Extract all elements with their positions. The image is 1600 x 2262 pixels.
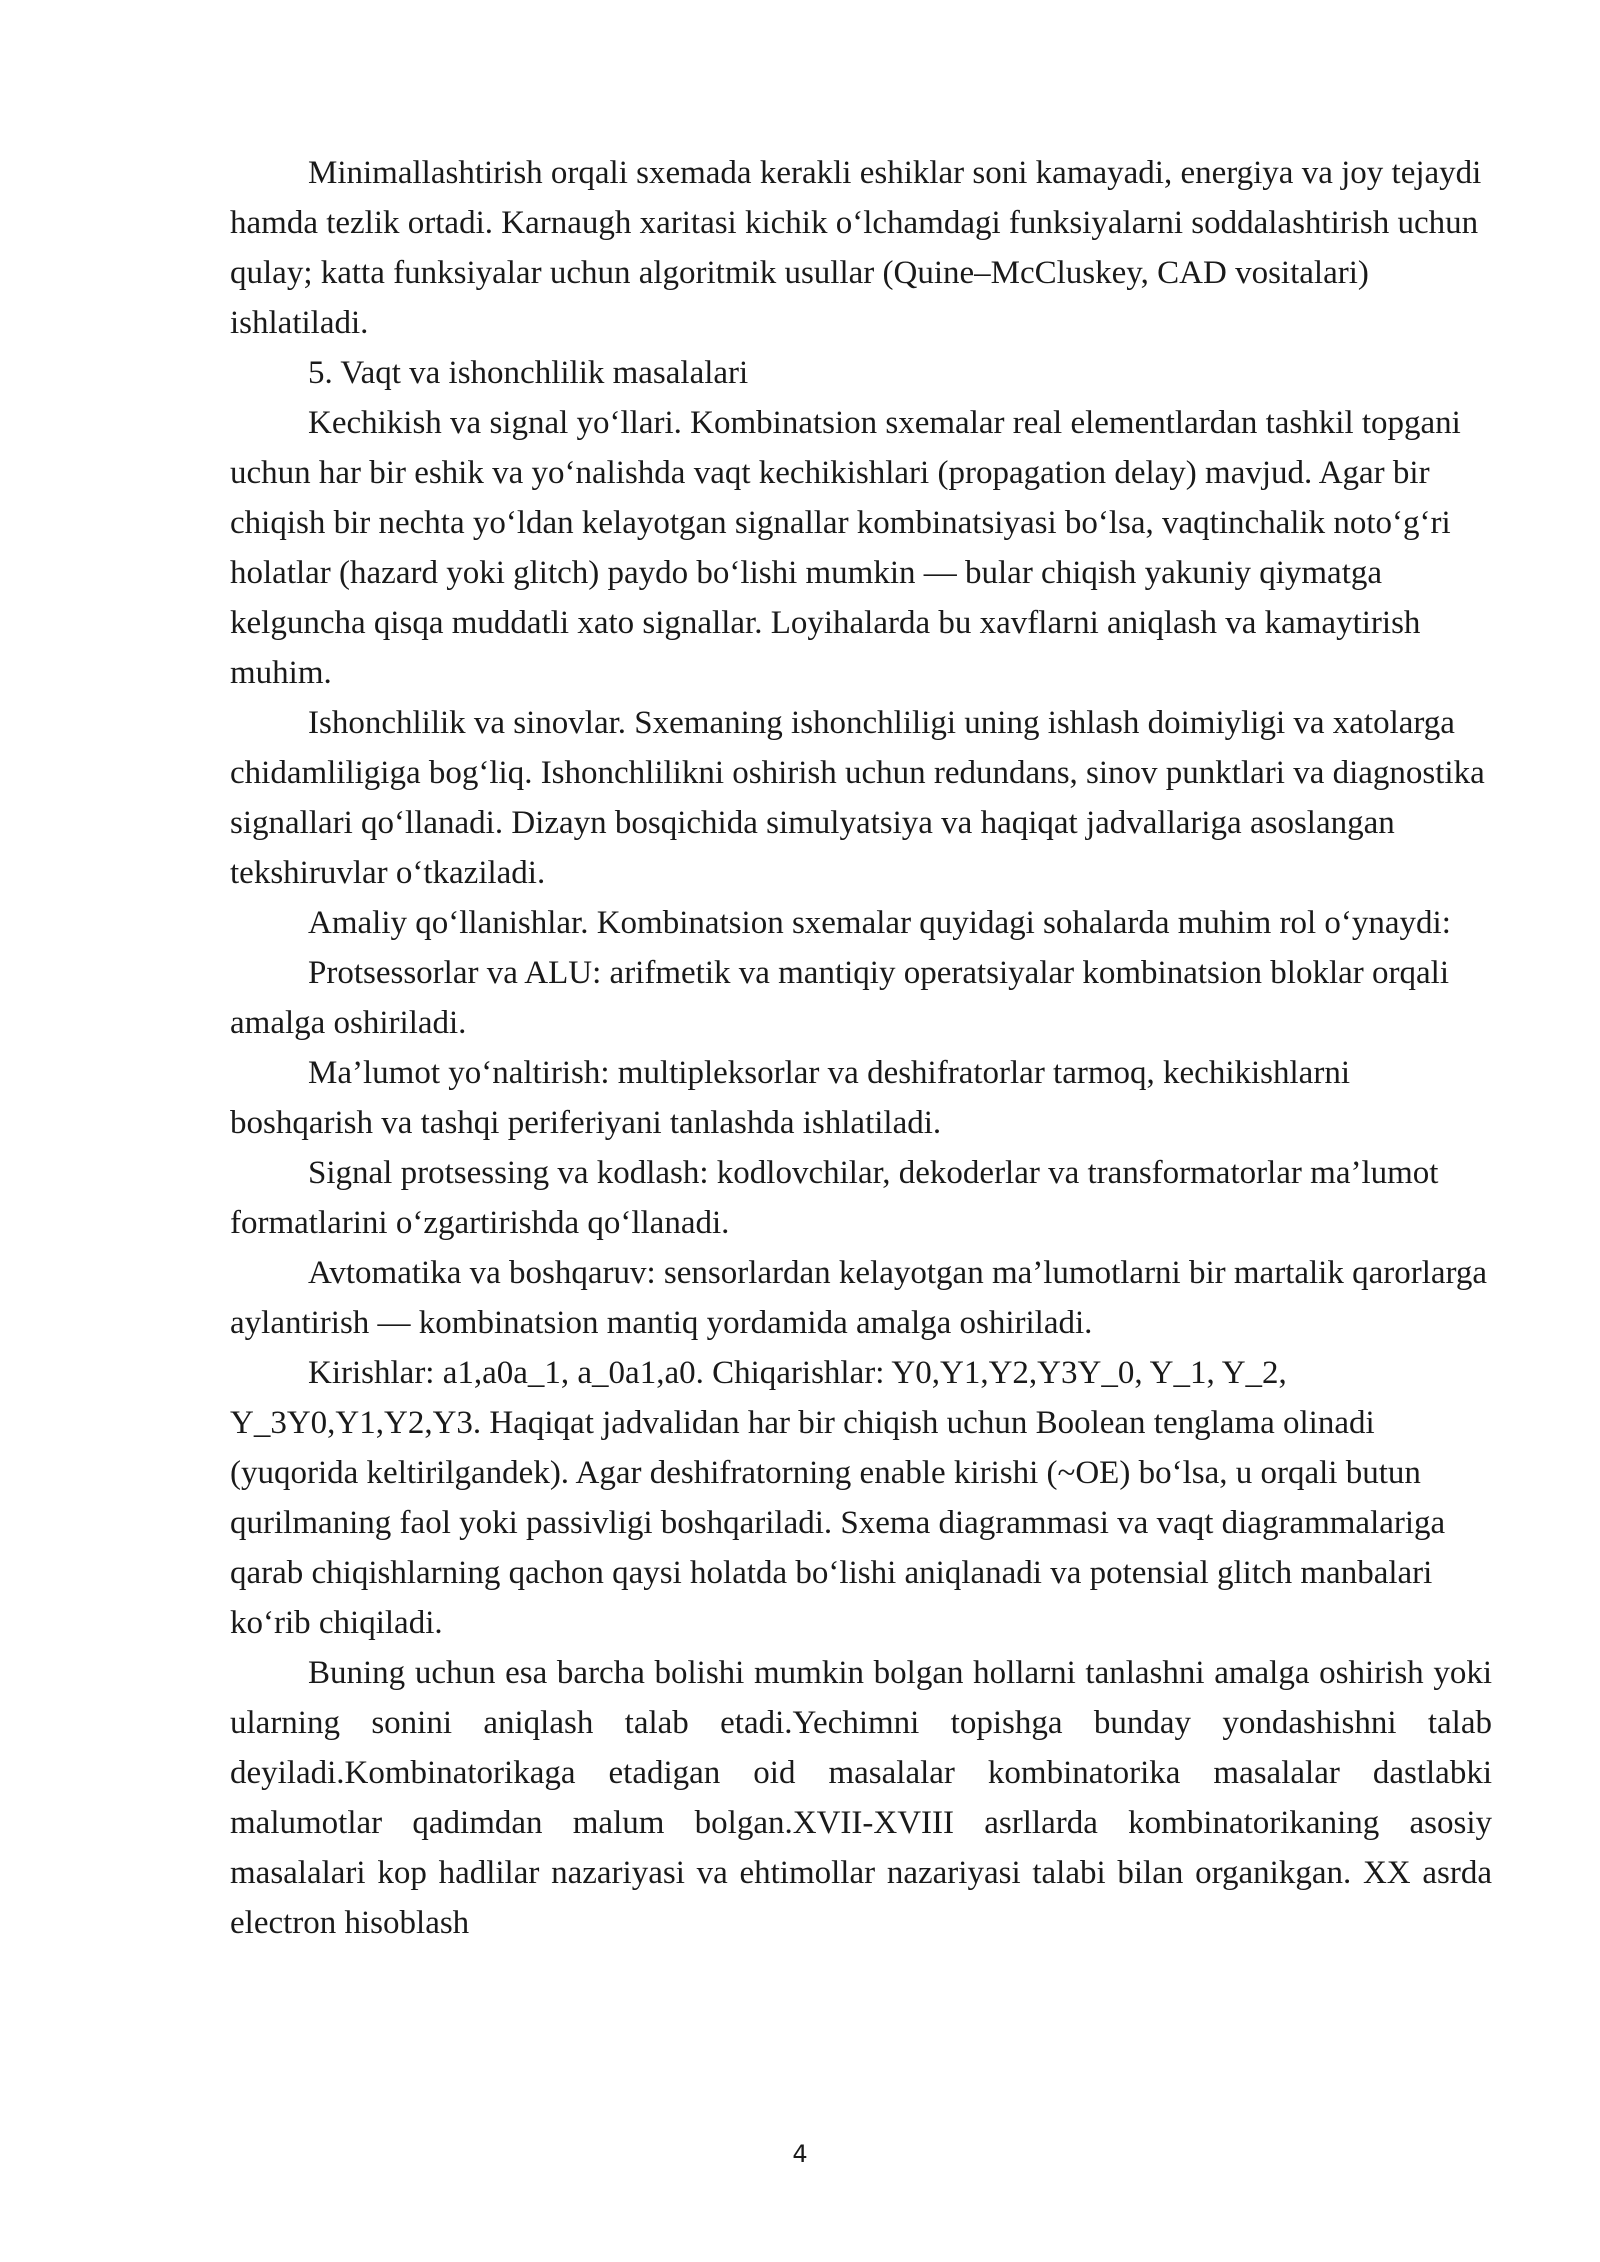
paragraph-reliability-tests: Ishonchlilik va sinovlar. Sxemaning ishonchliligi uning ishlash doimiyligi va xatolarga chidamliligiga bog‘liq. Ishonchlilikni oshirish uchun redundans, sinov punktlari va diagnostika signallari qo‘llanadi. Dizayn bosqichida simulyatsiya va haqiqat jadvallariga asoslangan tekshiruvlar o‘tkaziladi. bbox=[230, 705, 1485, 891]
paragraph-delay-signal-paths: Kechikish va signal yo‘llari. Kombinatsion sxemalar real elementlardan tashkil topgani uchun har bir eshik va yo‘nalishda vaqt kechikishlari (propagation delay) mavjud. Agar bir chiqish bir nechta yo‘ldan kelayotgan signallar kombinatsiyasi bo‘lsa, vaqtinchalik noto‘g‘ri holatlar (hazard yoki glitch) paydo bo‘lishi mumkin — bular chiqish yakuniy qiymatga kelguncha qisqa muddatli xato signallar. Loyihalarda bu xavflarni aniqlash va kamaytirish muhim. bbox=[230, 405, 1461, 691]
paragraph-processors-alu: Protsessorlar va ALU: arifmetik va mantiqiy operatsiyalar kombinatsion bloklar orqali amalga oshiriladi. bbox=[230, 955, 1449, 1041]
document-body bbox=[230, 148, 1492, 1948]
paragraph-data-routing: Ma’lumot yo‘naltirish: multipleksorlar va deshifratorlar tarmoq, kechikishlarni boshqarish va tashqi periferiyani tanlashda ishlatiladi. bbox=[230, 1055, 1350, 1141]
paragraph-inputs-outputs: Kirishlar: a1,a0a_1, a_0a1,a0. Chiqarishlar: Y0,Y1,Y2,Y3Y_0, Y_1, Y_2, Y_3Y0,Y1,Y2,Y3. Haqiqat jadvalidan har bir chiqish uchun Boolean tenglama olinadi (yuqorida keltirilgandek). Agar deshifratorning enable kirishi (~OE) bo‘lsa, u orqali butun qurilmaning faol yoki passivligi boshqariladi. Sxema diagrammasi va vaqt diagrammalariga qarab chiqishlarning qachon qaysi holatda bo‘lishi aniqlanadi va potensial glitch manbalari ko‘rib chiqiladi. bbox=[230, 1355, 1446, 1641]
paragraph-combinatorics: Buning uchun esa barcha bolishi mumkin bolgan hollarni tanlashni amalga oshirish yoki ularning sonini aniqlash talab etadi.Yechimni topishga bunday yondashishni talab deyiladi.Kombinatorikaga etadigan oid masalalar kombinatorika masalalar dastlabki malumotlar qadimdan malum bolgan.XVII-XVIII asrllarda kombinatorikaning asosiy masalalari kop hadlilar nazariyasi va ehtimollar nazariyasi talabi bilan organikgan. XX asrda electron hisoblash bbox=[230, 1655, 1492, 1941]
page-number: 4 bbox=[792, 2140, 808, 2168]
section-heading-timing-reliability: 5. Vaqt va ishonchlilik masalalari bbox=[308, 355, 749, 391]
paragraph-signal-processing: Signal protsessing va kodlash: kodlovchilar, dekoderlar va transformatorlar ma’lumot formatlarini o‘zgartirishda qo‘llanadi. bbox=[230, 1155, 1439, 1241]
paragraph-minimization: Minimallashtirish orqali sxemada kerakli eshiklar soni kamayadi, energiya va joy tejaydi hamda tezlik ortadi. Karnaugh xaritasi kichik o‘lchamdagi funksiyalarni soddalashtirish uchun qulay; katta funksiyalar uchun algoritmik usullar (Quine–McCluskey, CAD vositalari) ishlatiladi. bbox=[230, 155, 1482, 341]
paragraph-automation-control: Avtomatika va boshqaruv: sensorlardan kelayotgan ma’lumotlarni bir martalik qarorlarga aylantirish — kombinatsion mantiq yordamida amalga oshiriladi. bbox=[230, 1255, 1488, 1341]
paragraph-practical-applications: Amaliy qo‘llanishlar. Kombinatsion sxemalar quyidagi sohalarda muhim rol o‘ynaydi: bbox=[308, 905, 1451, 941]
